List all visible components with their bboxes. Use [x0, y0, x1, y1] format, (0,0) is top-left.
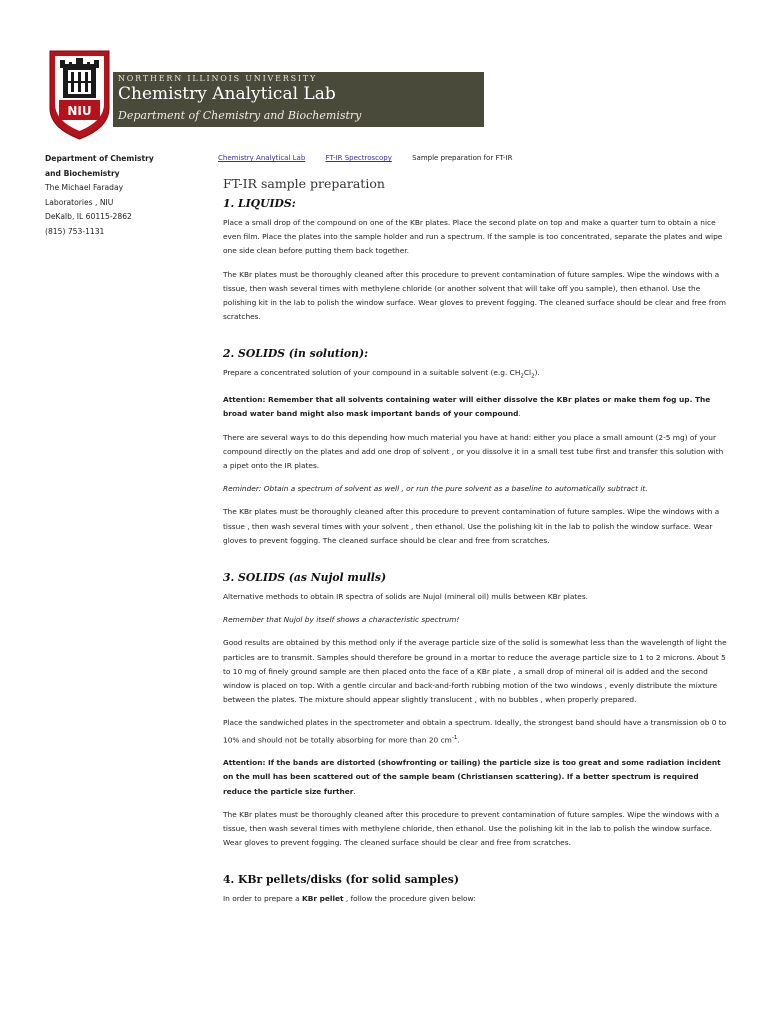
- breadcrumb-current: Sample preparation for FT-IR: [412, 154, 513, 162]
- page-title: FT-IR sample preparation: [223, 176, 385, 191]
- solution-attention: Attention: Remember that all solvents containing water will either dissolve the KBr plates or make them fog up. The broad water band might also mask important bands of your compound.: [223, 395, 711, 419]
- liquids-paragraph-2: The KBr plates must be thoroughly cleaned after this procedure to prevent contamination of future samples. Wipe the windows with a tissue, then wash several times with methylene chloride (or another solvent that will take off you sample), then ethanol. Use the polishing kit in the lab to polish the window surface. Wear gloves to prevent fogging. The cleaned surface should be clear and free from scratches.: [223, 269, 726, 322]
- breadcrumb: [218, 154, 512, 162]
- solution-paragraph-2: There are several ways to do this depending how much material you have at hand: either you place a small amount (2-5 mg) of your compound directly on the plates and add one drop of solvent , or you dissolve it in a small test tube first and transfer this solution with a pipet onto the IR plates.: [223, 432, 724, 470]
- kbr-paragraph-1: In order to prepare a KBr pellet , follow the procedure given below:: [223, 894, 476, 904]
- solution-reminder: Reminder: Obtain a spectrum of solvent as well , or run the pure solvent as a baseline to automatically subtract it.: [223, 484, 648, 494]
- nujol-note: Remember that Nujol by itself shows a characteristic spectrum!: [223, 615, 460, 625]
- lab-name: Chemistry Analytical Lab: [118, 84, 336, 104]
- niu-logo: [49, 50, 110, 140]
- nujol-paragraph-2: Good results are obtained by this method only if the average particle size of the solid is somewhat less than the wavelength of light the particles are to transmit. Samples should therefore be ground in a mortar to reduce the average particle size to 1 to 2 microns. About 5 to 10 mg of finely ground sample are then placed onto the face of a KBr plate , a small drop of mineral oil is added and the second window is placed on top. With a gentle circular and back-and-forth rubbing motion of the two windows , evenly distribute the mixture between the plates. The mixture should appear slightly translucent , with no bubbles , when properly prepared.: [223, 638, 727, 705]
- sidebar-dept-line1: Department of Chemistry: [45, 154, 154, 163]
- section-liquids-heading: 1. LIQUIDS:: [223, 197, 296, 210]
- sidebar-address-2: Laboratories , NIU: [45, 197, 114, 207]
- nujol-paragraph-1: Alternative methods to obtain IR spectra of solids are Nujol (mineral oil) mulls between KBr plates.: [223, 591, 589, 601]
- nujol-paragraph-4: The KBr plates must be thoroughly cleaned after this procedure to prevent contamination of future samples. Wipe the windows with a tissue, then wash several times with methylene chloride, then ethanol. Use the polishing kit in the lab to polish the window surface. Wear gloves to prevent fogging. The cleaned surface should be clear and free from scratches.: [223, 809, 720, 848]
- nujol-attention: Attention: If the bands are distorted (showfronting or tailing) the particle size is too great and some radiation incident on the mull has been scattered out of the sample beam (Christiansen scattering). If a better spectrum is required reduce the particle size further.: [223, 758, 721, 796]
- sidebar-phone: (815) 753-1131: [45, 226, 105, 236]
- sidebar-contact: [45, 152, 205, 239]
- breadcrumb-link-ftir[interactable]: FT-IR Spectroscopy: [325, 154, 392, 162]
- solution-paragraph-3: The KBr plates must be thoroughly cleaned after this procedure to prevent contamination of future samples. Wipe the windows with a tissue , then wash several times with your solvent , then ethanol. Use the polishing kit in the lab to polish the window surface. Wear gloves to prevent fogging. The cleaned surface should be clear and free from scratches.: [223, 507, 720, 545]
- sidebar-address-3: DeKalb, IL 60115-2862: [45, 212, 132, 221]
- lab-banner: [113, 72, 484, 127]
- liquids-paragraph-1: Place a small drop of the compound on one of the KBr plates. Place the second plate on top and make a quarter turn to obtain a nice even film. Place the plates into the sample holder and run a spectrum. If the sample is too concentrated, separate the plates and wipe one side clean before putting them back together.: [223, 218, 723, 256]
- main-content: [223, 176, 728, 916]
- breadcrumb-link-lab[interactable]: Chemistry Analytical Lab: [218, 154, 306, 162]
- section-solids-solution-heading: 2. SOLIDS (in solution):: [223, 347, 369, 361]
- logo-text: NIU: [67, 104, 92, 118]
- section-kbr-pellets-heading: 4. KBr pellets/disks (for solid samples): [223, 873, 459, 887]
- department-name: Department of Chemistry and Biochemistry: [118, 109, 362, 122]
- section-nujol-heading: 3. SOLIDS (as Nujol mulls): [223, 570, 387, 584]
- solution-paragraph-1: Prepare a concentrated solution of your compound in a suitable solvent (e.g. $CH_2Cl_2$).: [223, 368, 540, 380]
- sidebar-address-1: The Michael Faraday: [45, 183, 124, 192]
- nujol-paragraph-3: Place the sandwiched plates in the spectrometer and obtain a spectrum. Ideally, the strongest band should have a transmission ob 0 to 10% and should not be totally absorbing for more than 20 $cm^{-1}$.: [223, 718, 727, 745]
- university-name: NORTHERN ILLINOIS UNIVERSITY: [118, 74, 318, 83]
- sidebar-dept-line2: and Biochemistry: [45, 168, 120, 178]
